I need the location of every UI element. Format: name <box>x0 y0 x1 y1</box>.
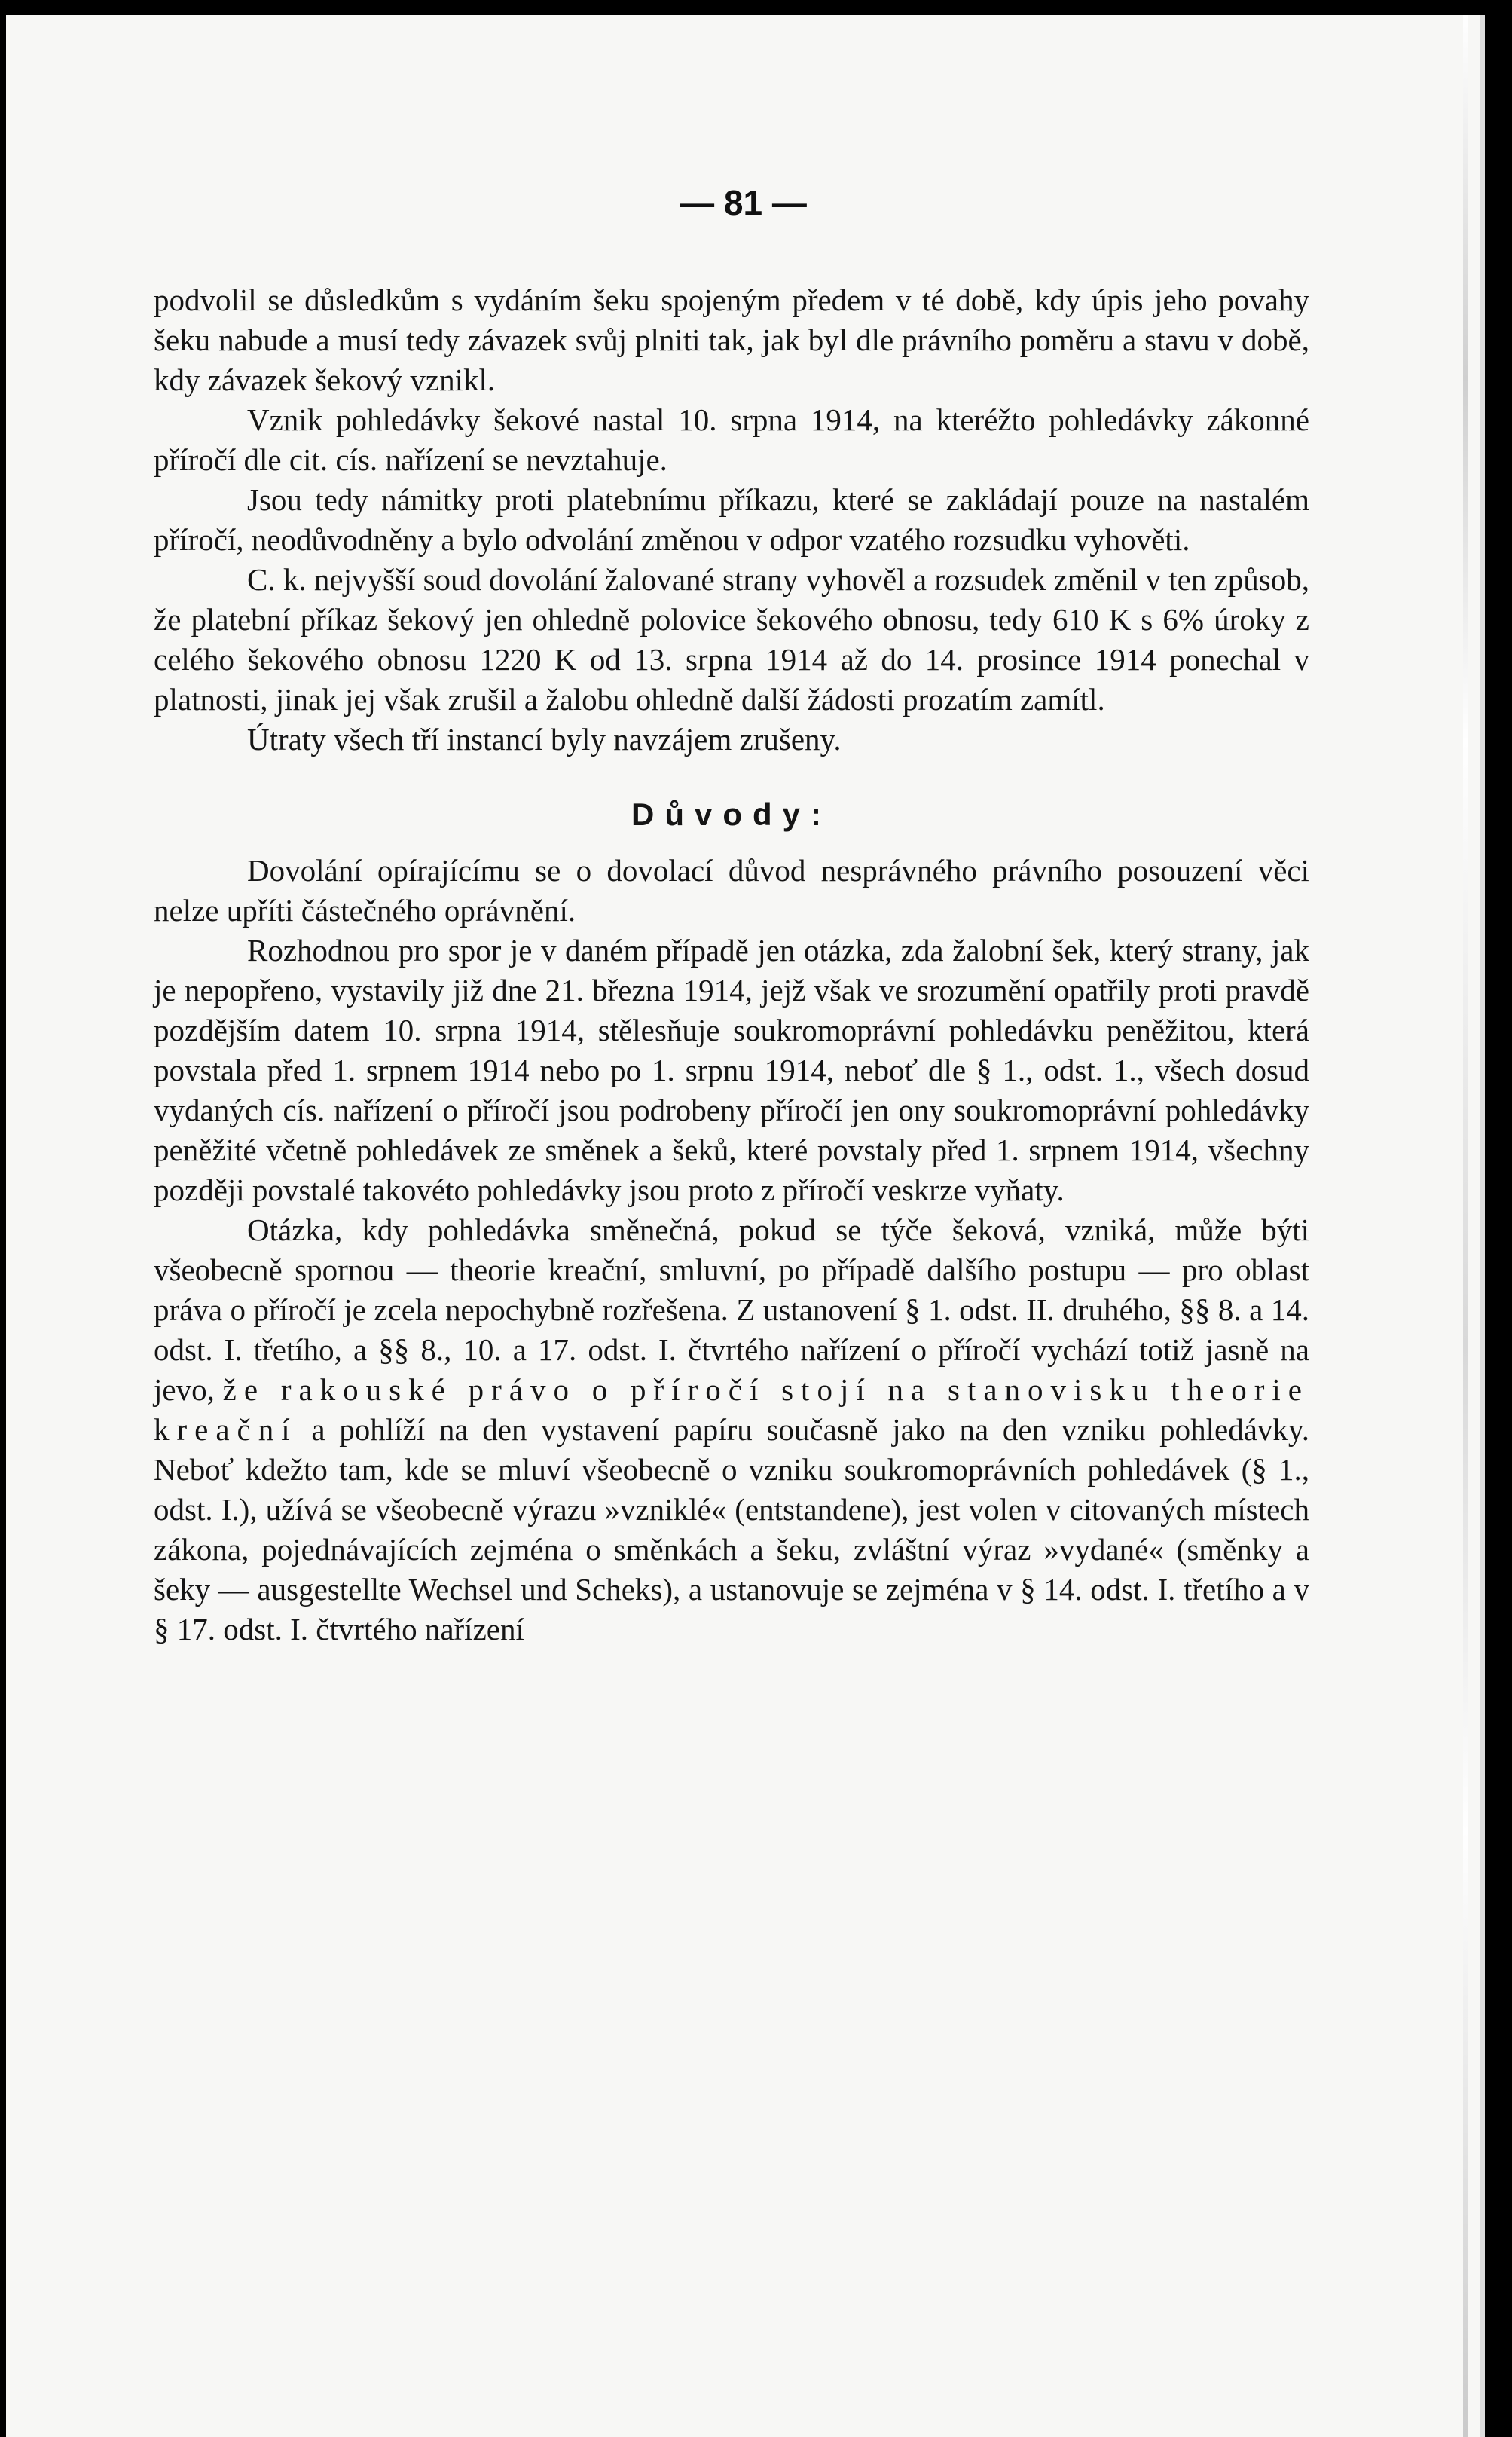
body-text <box>154 280 1309 1650</box>
paragraph-4: C. k. nejvyšší soud dovolání žalované strany vyhověl a rozsudek změnil v ten způsob, že platební příkaz šekový jen ohledně polovice šekového obnosu, tedy 610 K s 6% úroky z celého šekového obnosu 1220 K od 13. srpna 1914 až do 14. prosince 1914 ponechal v platnosti, jinak jej však zrušil a žalobu ohledně další žádosti prozatím zamítl. <box>154 562 1309 717</box>
section-heading: Důvody: <box>631 797 832 832</box>
paragraph-1: podvolil se důsledkům s vydáním šeku spojeným předem v té době, kdy úpis jeho povahy šeku nabude a musí tedy závazek svůj plniti tak, jak byl dle právního poměru a stavu v době, kdy závazek šekový vznikl. <box>154 283 1309 397</box>
paragraph-8-start: Otázka, kdy pohledávka směnečná, pokud se týče šeková, vzniká, může býti všeobecně spornou — theorie kreační, smluvní, po případě dalšího postupu — pro oblast práva o příročí je zcela nepochybně rozřešena. Z ustanovení § 1. odst. II. druhého, §§ 8. a 14. odst. I. třetího, a §§ 8., 10. a 17. odst. I. čtvrtého nařízení o příročí vychází totiž jasně na jevo, <box>154 1212 1309 1407</box>
paragraph-8-emphasis: že rakouské právo o příročí stojí na stanovisku theorie kreační <box>154 1372 1310 1447</box>
paragraph-5: Útraty všech tří instancí byly navzájem zrušeny. <box>247 722 842 757</box>
paragraph-8-end: a pohlíží na den vystavení papíru současně jako na den vzniku pohledávky. Neboť kdežto tam, kde se mluví všeobecně o vzniku soukromoprávních pohledávek (§ 1., odst. I.), užívá se všeobecně výrazu »vzniklé« (entstandene), jest volen v citovaných místech zákona, pojednávajících zejména o směnkách a šeku, zvláštní výraz »vydané« (směnky a šeky — ausgestellte Wechsel und Scheks), a ustanovuje se zejména v § 14. odst. I. třetího a v § 17. odst. I. čtvrtého nařízení <box>154 1412 1309 1647</box>
page-edge <box>1463 15 1468 2437</box>
page-sheet <box>6 15 1485 2437</box>
paragraph-8 <box>154 1210 1309 1650</box>
page-number: — 81 — <box>680 183 807 222</box>
paragraph-6: Dovolání opírajícímu se o dovolací důvod nesprávného právního posouzení věci nelze upříti částečného oprávnění. <box>154 853 1309 928</box>
paragraph-3: Jsou tedy námitky proti platebnímu příkazu, které se zakládají pouze na nastalém příročí, neodůvodněny a bylo odvolání změnou v odpor vzatého rozsudku vyhověti. <box>154 482 1309 557</box>
paragraph-7: Rozhodnou pro spor je v daném případě jen otázka, zda žalobní šek, který strany, jak je nepopřeno, vystavily již dne 21. března 1914, jejž však ve srozumění opatřily proti pravdě pozdějším datem 10. srpna 1914, stělesňuje soukromoprávní pohledávku peněžitou, která povstala před 1. srpnem 1914 nebo po 1. srpnu 1914, neboť dle § 1., odst. 1., všech dosud vydaných cís. nařízení o příročí jsou podrobeny příročí jen ony soukromoprávní pohledávky peněžité včetně pohledávek ze směnek a šeků, které povstaly před 1. srpnem 1914, všechny později povstalé takovéto pohledávky jsou proto z příročí veskrze vyňaty. <box>154 933 1309 1207</box>
paragraph-2: Vznik pohledávky šekové nastal 10. srpna 1914, na kteréžto pohledávky zákonné příročí dle cit. cís. nařízení se nevztahuje. <box>154 402 1309 477</box>
